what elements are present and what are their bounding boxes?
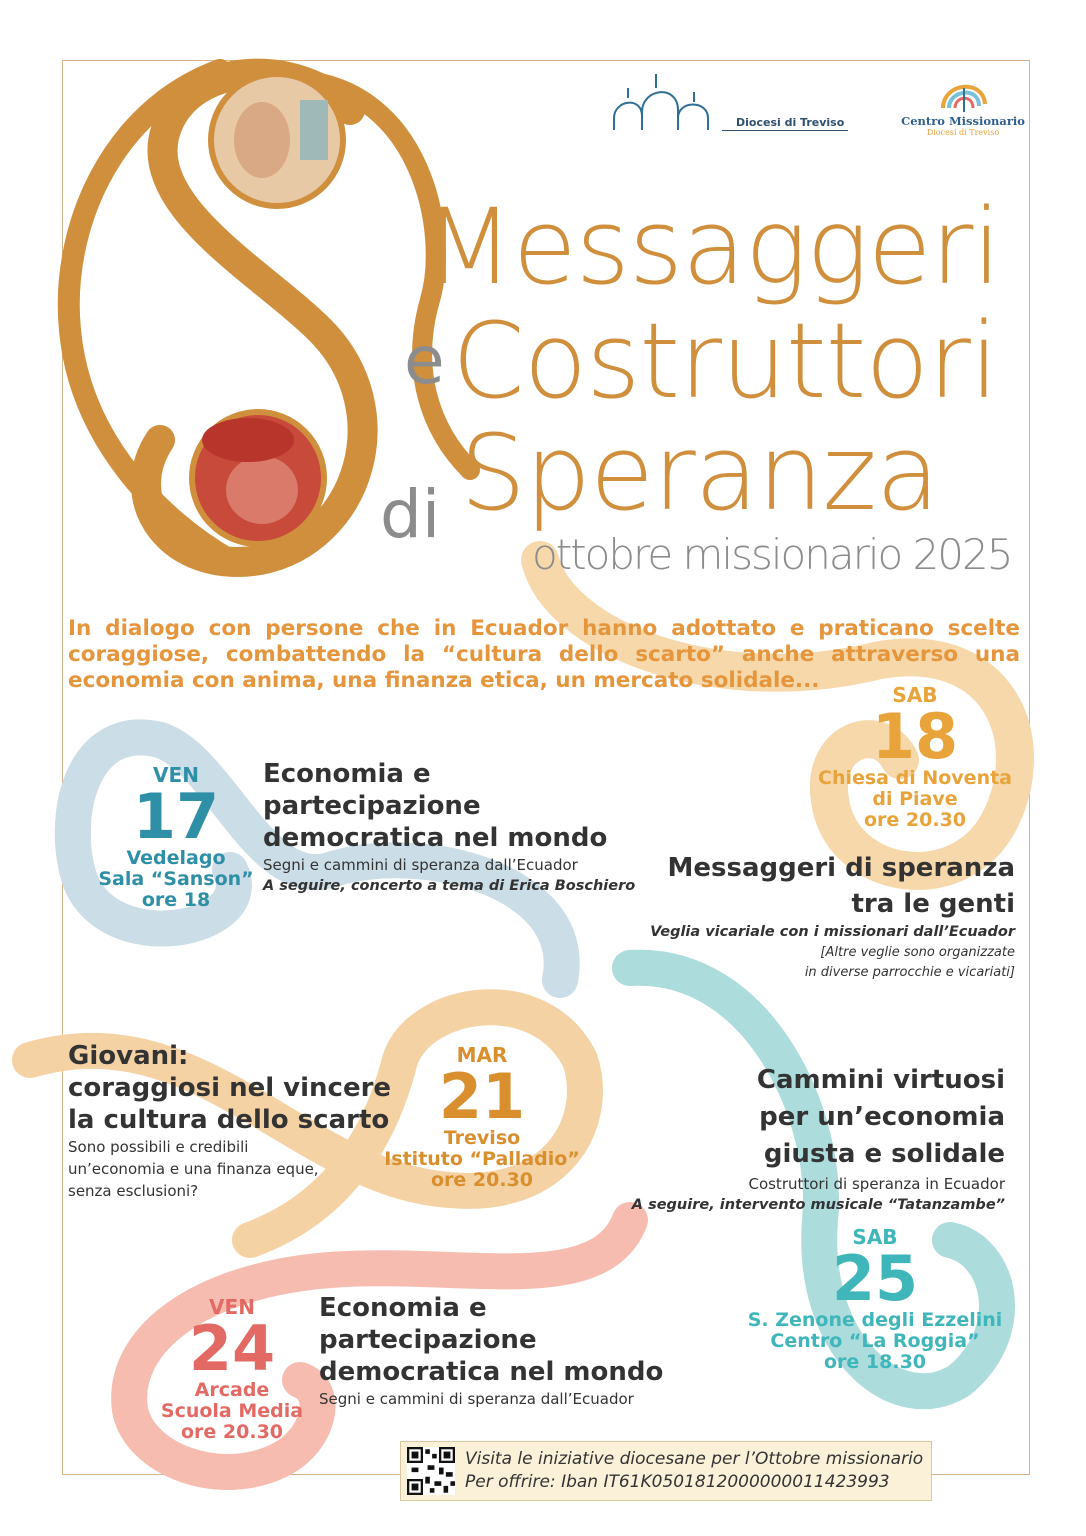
event-18-note: Veglia vicariale con i missionari dall’Ecuador	[650, 924, 1015, 940]
event-18-place2: di Piave	[872, 788, 958, 810]
event-17-title2: partecipazione	[263, 791, 481, 821]
title-line-3: Speranza	[460, 412, 939, 534]
title-line-1: Messaggeri	[424, 186, 1001, 308]
event-25-time: ore 18.30	[823, 1351, 927, 1373]
event-21-title2: coraggiosi nel vincere	[68, 1073, 392, 1103]
event-18-note2a: [Altre veglie sono organizzate	[820, 945, 1015, 960]
event-17-date	[96, 764, 256, 911]
event-24-info	[319, 1292, 699, 1410]
event-17-place1: Vedelago	[126, 847, 226, 869]
footer-box	[400, 1441, 932, 1501]
footer-iban: Per offrire: Iban IT61K0501812000000011423993	[465, 1472, 890, 1492]
event-21-title3: la cultura dello scarto	[68, 1105, 390, 1135]
event-25-title1: Cammini virtuosi	[756, 1065, 1005, 1095]
qr-code-icon[interactable]	[407, 1447, 455, 1495]
event-24-date	[150, 1296, 314, 1443]
centro-subtitle: Diocesi di Treviso	[926, 128, 1000, 137]
event-21-day: 21	[438, 1060, 526, 1133]
title-connector-e: e	[404, 322, 445, 399]
event-25-place2: Centro “La Roggia”	[770, 1330, 980, 1352]
event-24-title1: Economia e	[319, 1293, 487, 1323]
intro-text: In dialogo con persone che in Ecuador hanno adottato e praticano scelte coraggiose, combattendo la “cultura dello scarto” anche attraverso una economia con anima, una finanza etica, un mercato solidale...	[68, 616, 1020, 693]
event-24-time: ore 20.30	[180, 1421, 284, 1443]
event-17-subtitle: Segni e cammini di speranza dall’Ecuador	[263, 856, 578, 874]
event-21-sub2: un’economia e una finanza eque,	[68, 1160, 319, 1178]
diocese-name: Diocesi di Treviso	[736, 116, 845, 129]
event-25-day: 25	[831, 1242, 919, 1315]
event-24-dow: VEN	[209, 1295, 255, 1319]
event-17-dow: VEN	[153, 763, 199, 787]
title-line-2: Costruttori	[452, 300, 998, 422]
footer-text	[465, 1448, 923, 1494]
event-24-subtitle: Segni e cammini di speranza dall’Ecuador	[319, 1390, 634, 1408]
event-25-note: A seguire, intervento musicale “Tatanzambe”	[631, 1197, 1005, 1213]
event-18-place1: Chiesa di Noventa	[818, 767, 1012, 789]
event-18-title1: Messaggeri di speranza	[667, 853, 1015, 883]
event-24-place1: Arcade	[194, 1379, 270, 1401]
event-17-time: ore 18	[141, 889, 211, 911]
event-24-title3: democratica nel mondo	[319, 1357, 664, 1387]
event-25-title3: giusta e solidale	[763, 1139, 1005, 1169]
event-17-title3: democratica nel mondo	[263, 823, 608, 853]
church-domes-icon	[612, 70, 732, 132]
event-25-dow: SAB	[852, 1225, 898, 1249]
event-18-info	[560, 850, 1015, 983]
event-18-title2: tra le genti	[851, 889, 1015, 919]
event-24-place2: Scuola Media	[160, 1400, 304, 1422]
centro-title: Centro Missionario	[901, 114, 1025, 128]
event-21-sub3: senza esclusioni?	[68, 1182, 199, 1200]
event-18-date	[808, 684, 1022, 831]
event-21-place2: Istituto “Palladio”	[384, 1148, 580, 1170]
title-subtitle: ottobre missionario 2025	[532, 530, 1012, 579]
title-connector-di: di	[380, 476, 441, 553]
event-17-place2: Sala “Sanson”	[98, 868, 254, 890]
event-25-subtitle: Costruttori di speranza in Ecuador	[748, 1175, 1005, 1193]
event-18-dow: SAB	[892, 683, 938, 707]
event-21-dow: MAR	[456, 1043, 508, 1067]
event-21-time: ore 20.30	[430, 1169, 534, 1191]
footer-line1: Visita le iniziative diocesane per l’Ottobre missionario	[465, 1449, 924, 1469]
event-21-info	[68, 1040, 408, 1202]
dove-rainbow-icon	[933, 68, 993, 114]
centro-missionario-logo	[898, 68, 1028, 148]
event-25-date	[744, 1226, 1006, 1373]
event-17-title1: Economia e	[263, 759, 431, 789]
event-21-title1: Giovani:	[68, 1041, 189, 1071]
event-24-title2: partecipazione	[319, 1325, 537, 1355]
event-21-place1: Treviso	[443, 1127, 521, 1149]
event-18-day: 18	[871, 700, 959, 773]
event-17-note: A seguire, concerto a tema di Erica Boschiero	[263, 878, 636, 894]
diocese-logo	[612, 70, 852, 136]
event-18-time: ore 20.30	[863, 809, 967, 831]
event-18-note2b: in diverse parrocchie e vicariati]	[804, 965, 1015, 980]
event-21-date	[382, 1044, 582, 1191]
event-25-title2: per un’economia	[759, 1102, 1005, 1132]
event-24-day: 24	[188, 1312, 276, 1385]
event-17-day: 17	[132, 780, 220, 853]
event-25-place1: S. Zenone degli Ezzelini	[747, 1309, 1003, 1331]
event-25-info	[600, 1062, 1005, 1216]
event-21-sub1: Sono possibili e credibili	[68, 1138, 249, 1156]
